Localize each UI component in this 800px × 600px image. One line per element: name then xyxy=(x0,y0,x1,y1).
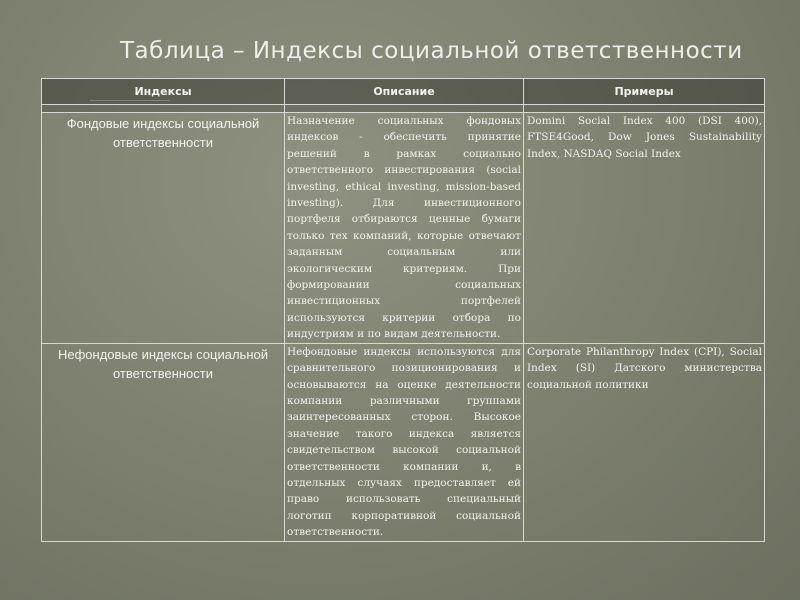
index-examples-cell: Domini Social Index 400 (DSI 400), FTSE4Good, Dow Jones Sustainability Index, NASDAQ Social Index xyxy=(524,113,765,344)
index-name-cell: Фондовые индексы социальной ответственности xyxy=(42,113,285,344)
index-name-cell: Нефондовые индексы социальной ответственности xyxy=(42,343,285,541)
table-spacer-row xyxy=(42,105,765,113)
indices-table xyxy=(41,78,765,542)
column-header-examples: Примеры xyxy=(524,79,765,105)
index-description-cell: Назначение социальных фондовых индексов - обеспечить принятие решений в рамках социально ответственного инвестирования (social investing, ethical investing, mission-based investing). Для инвестиционного портфеля отбираются ценные бумаги только тех компаний, которые отвечают заданным социальным или экологическим критериям. При формировании социальных инвестиционных портфелей используются критерии отбора по индустриям и по видам деятельности. xyxy=(285,113,524,344)
index-examples-cell: Corporate Philanthropy Index (CPI), Social Index (SI) Датского министерства социальной политики xyxy=(524,343,765,541)
table-row xyxy=(42,343,765,541)
table-header-row xyxy=(42,79,765,105)
page-title: Таблица – Индексы социальной ответственности xyxy=(120,38,743,64)
table-row xyxy=(42,113,765,344)
column-header-indices: Индексы xyxy=(42,79,285,105)
index-description-cell: Нефондовые индексы используются для сравнительного позиционирования и основываются на оценке деятельности компании различными группами заинтересованных сторон. Высокое значение такого индекса является свидетельством высокой социальной ответственности компании и, в отдельных случаях предоставляет ей право использовать специальный логотип корпоративной социальной ответственности. xyxy=(285,343,524,541)
column-header-description: Описание xyxy=(285,79,524,105)
